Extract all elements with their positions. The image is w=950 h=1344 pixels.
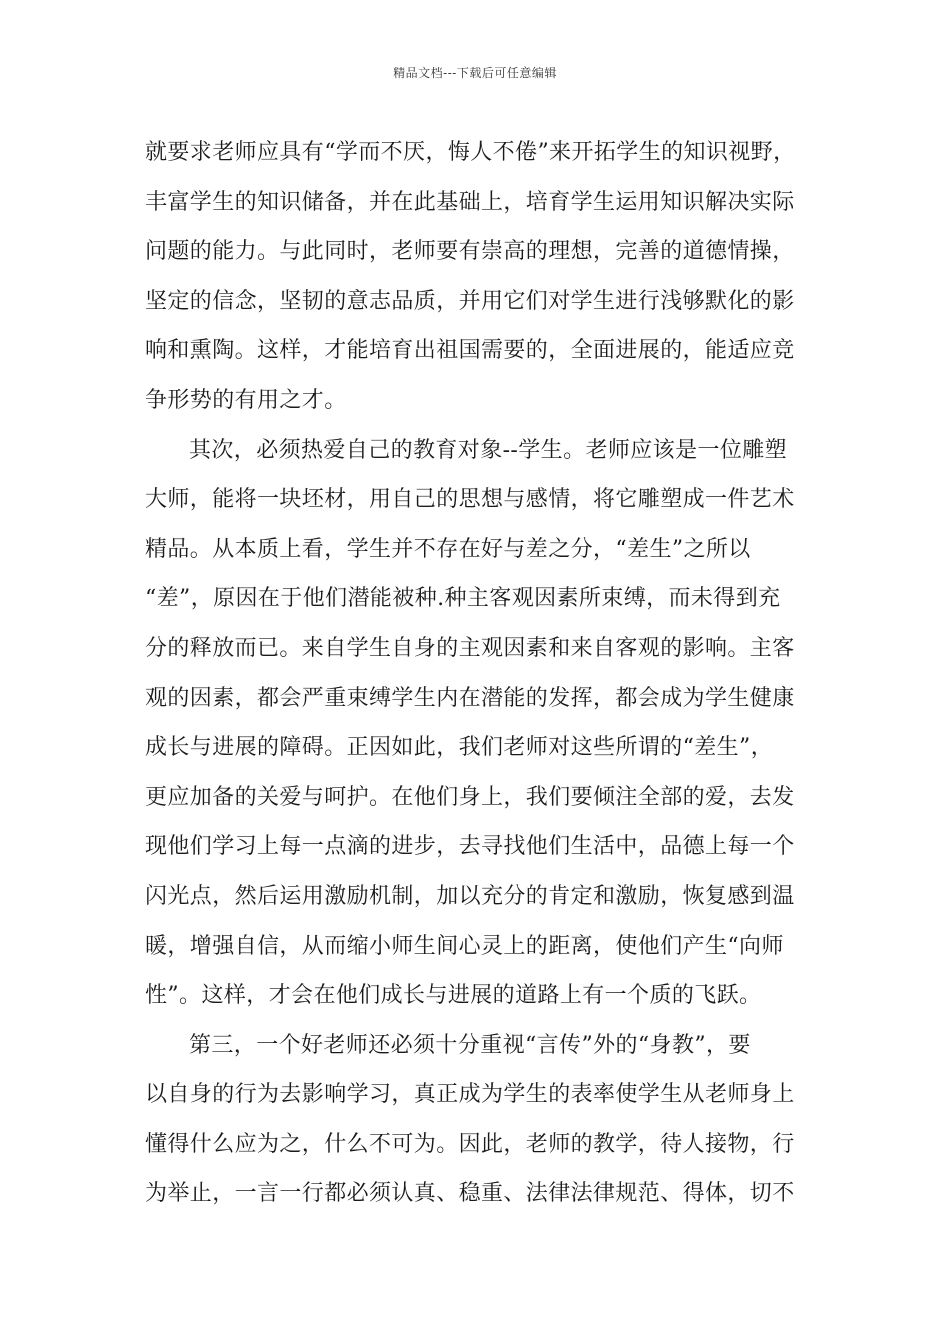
text-line: “差”，原因在于他们潜能被种.种主客观因素所束缚，而未得到充 [145,586,781,612]
text-line: 懂得什么应为之，什么不可为。因此，老师的教学，待人接物，行 [145,1131,795,1157]
text-line: 精品。从本质上看，学生并不存在好与差之分，“差生”之所以 [145,536,751,562]
text-line: 其次，必须热爱自己的教育对象--学生。老师应该是一位雕塑 [189,437,788,463]
text-line: 问题的能力。与此同时，老师要有崇高的理想，完善的道德情操， [145,239,795,265]
text-line: 闪光点，然后运用激励机制，加以充分的肯定和激励，恢复感到温 [145,883,795,909]
text-line: 暖，增强自信，从而缩小师生间心灵上的距离，使他们产生“向师 [145,933,784,959]
text-line: 坚定的信念，坚韧的意志品质，并用它们对学生进行浅够默化的影 [145,288,795,314]
text-line: 观的因素，都会严重束缚学生内在潜能的发挥，都会成为学生健康 [145,685,795,711]
page-header: 精品文档---下载后可任意编辑 [393,66,557,80]
text-line: 分的释放而已。来自学生自身的主观因素和来自客观的影响。主客 [145,635,795,661]
text-line: 丰富学生的知识储备，并在此基础上，培育学生运用知识解决实际 [145,189,795,215]
text-line: 响和熏陶。这样，才能培育出祖国需要的，全面进展的，能适应竞 [145,338,795,364]
text-line: 更应加备的关爱与呵护。在他们身上，我们要倾注全部的爱，去发 [145,784,795,810]
document-body [145,128,815,1219]
text-line: 争形势的有用之才。 [145,387,347,413]
text-line: 就要求老师应具有“学而不厌，悔人不倦”来开拓学生的知识视野， [145,140,796,165]
text-line: 大师，能将一块坯材，用自己的思想与感情，将它雕塑成一件艺术 [145,487,795,513]
text-line: 性”。这样，才会在他们成长与进展的道路上有一个质的飞跃。 [145,983,762,1009]
text-line: 现他们学习上每一点滴的进步，去寻找他们生活中，品德上每一个 [145,834,795,860]
text-line: 成长与进展的障碍。正因如此，我们老师对这些所谓的“差生”， [145,735,774,761]
text-line: 为举止，一言一行都必须认真、稳重、法律法律规范、得体，切不 [145,1181,795,1207]
text-line: 第三，一个好老师还必须十分重视“言传”外的“身教”，要 [189,1032,751,1058]
text-line: 以自身的行为去影响学习，真正成为学生的表率使学生从老师身上 [145,1082,795,1108]
